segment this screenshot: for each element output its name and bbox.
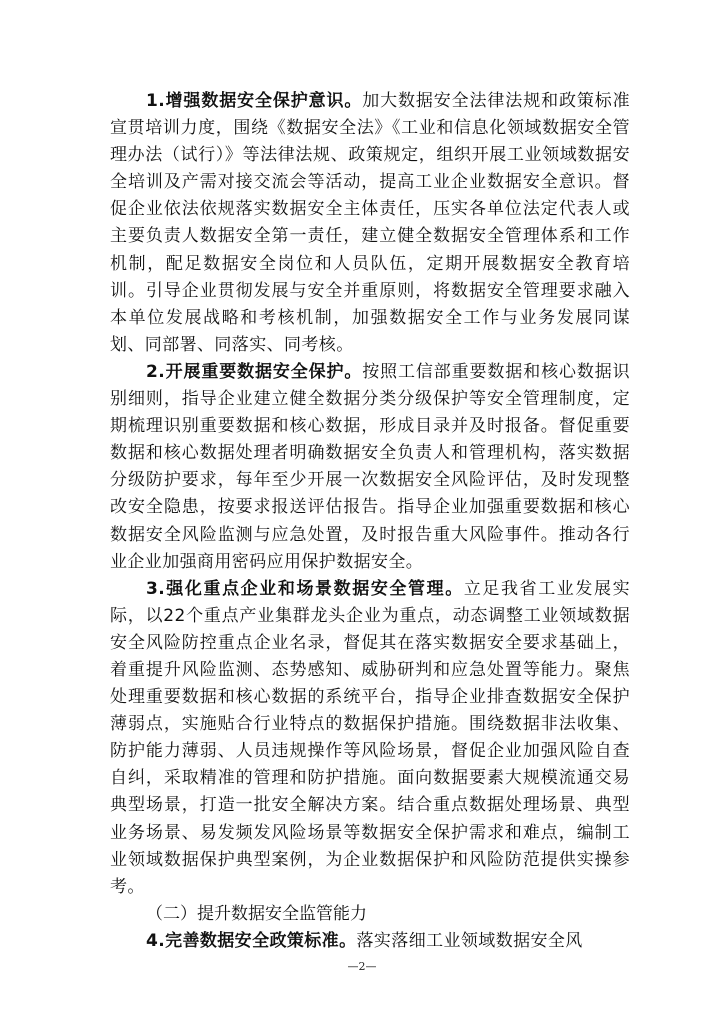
document-body — [110, 88, 630, 955]
paragraph-2 — [110, 359, 630, 576]
paragraph-1-body: 加大数据安全法律法规和政策标准宣贯培训力度，围绕《数据安全法》《工业和信息化领域数据安全管理办法（试行）》等法律法规、政策规定，组织开展工业领域数据安全培训及产需对接交流会等活动，提高工业企业数据安全意识。督促企业依法依规落实数据安全主体责任，压实各单位法定代表人或主要负责人数据安全第一责任，建立健全数据安全管理体系和工作机制，配足数据安全岗位和人员队伍，定期开展数据安全教育培训。引导企业贯彻发展与安全并重原则，将数据安全管理要求融入本单位发展战略和考核机制，加强数据安全工作与业务发展同谋划、同部署、同落实、同考核。 — [110, 91, 630, 355]
paragraph-2-body: 按照工信部重要数据和核心数据识别细则，指导企业建立健全数据分类分级保护等安全管理制度，定期梳理识别重要数据和核心数据，形成目录并及时报备。督促重要数据和核心数据处理者明确数据安全负责人和管理机构，落实数据分级防护要求，每年至少开展一次数据安全风险评估，及时发现整改安全隐患，按要求报送评估报告。指导企业加强重要数据和核心数据安全风险监测与应急处置，及时报告重大风险事件。推动各行业企业加强商用密码应用保护数据安全。 — [110, 361, 630, 572]
paragraph-4-body: 落实落细工业领域数据安全风 — [356, 930, 583, 951]
section-heading: （二）提升数据安全监管能力 — [146, 903, 367, 924]
paragraph-2-heading: 2.开展重要数据安全保护。 — [146, 361, 363, 382]
paragraph-3-heading: 3.强化重点企业和场景数据安全管理。 — [146, 578, 464, 599]
paragraph-4 — [110, 928, 630, 955]
paragraph-4-heading: 4.完善数据安全政策标准。 — [146, 930, 357, 951]
paragraph-3-body: 立足我省工业发展实际，以22个重点产业集群龙头企业为重点，动态调整工业领域数据安全风险防控重点企业名录，督促其在落实数据安全要求基础上，着重提升风险监测、态势感知、威胁研判和应急处置等能力。聚焦处理重要数据和核心数据的系统平台，指导企业排查数据安全保护薄弱点，实施贴合行业特点的数据保护措施。围绕数据非法收集、防护能力薄弱、人员违规操作等风险场景，督促企业加强风险自查自纠，采取精准的管理和防护措施。面向数据要素大规模流通交易典型场景，打造一批安全解决方案。结合重点数据处理场景、典型业务场景、易发频发风险场景等数据安全保护需求和难点，编制工业领域数据保护典型案例，为企业数据保护和风险防范提供实操参考。 — [110, 578, 630, 897]
paragraph-3 — [110, 576, 630, 901]
page-number: —2— — [347, 960, 377, 973]
paragraph-1 — [110, 88, 630, 359]
paragraph-1-heading: 1.增强数据安全保护意识。 — [146, 91, 363, 111]
